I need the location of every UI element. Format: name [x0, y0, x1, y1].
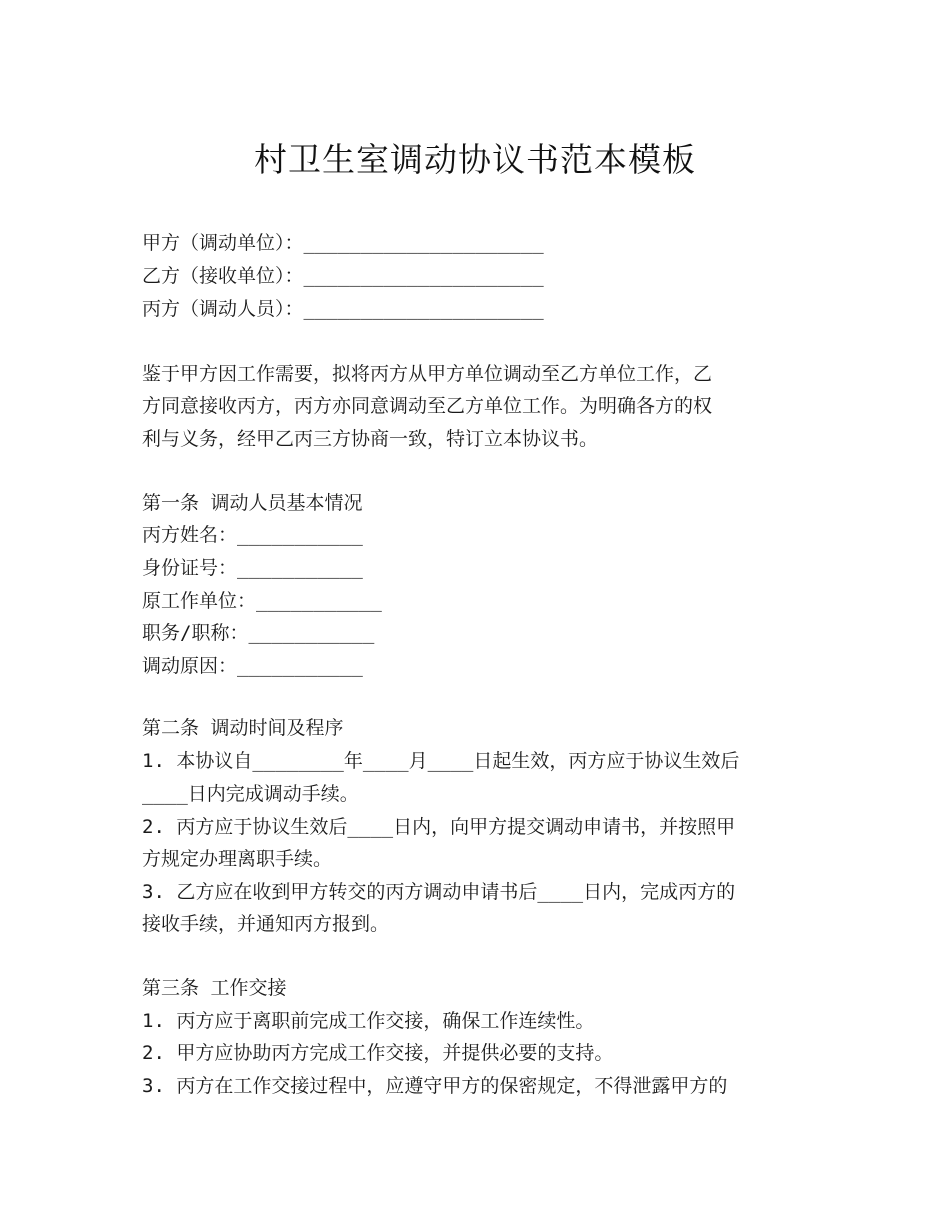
article2-line: 方规定办理离职手续。 [142, 848, 333, 870]
article3-line: 1. 丙方应于离职前完成工作交接，确保工作连续性。 [142, 1010, 595, 1032]
article1-line: 丙方姓名：___________ [142, 524, 363, 546]
article3-line: 3. 丙方在工作交接过程中，应遵守甲方的保密规定，不得泄露甲方的 [142, 1075, 728, 1097]
article1-line: 原工作单位：___________ [142, 590, 382, 612]
article1-heading: 第一条 调动人员基本情况 [142, 492, 363, 514]
article2-line: 接收手续，并通知丙方报到。 [142, 913, 390, 935]
article2-line: 2. 丙方应于协议生效后____日内，向甲方提交调动申请书，并按照甲 [142, 816, 736, 838]
article2-line: ____日内完成调动手续。 [142, 783, 359, 805]
preamble-line: 方同意接收丙方，丙方亦同意调动至乙方单位工作。为明确各方的权 [142, 395, 713, 417]
article2-heading: 第二条 调动时间及程序 [142, 717, 344, 739]
article3-heading: 第三条 工作交接 [142, 977, 287, 999]
article2-line: 1. 本协议自________年____月____日起生效，丙方应于协议生效后 [142, 750, 740, 772]
article1-line: 职务/职称：___________ [142, 622, 375, 644]
preamble-line: 利与义务，经甲乙丙三方协商一致，特订立本协议书。 [142, 428, 599, 450]
document-title: 村卫生室调动协议书范本模板 [254, 140, 696, 179]
article1-line: 调动原因：___________ [142, 655, 363, 677]
article3-line: 2. 甲方应协助丙方完成工作交接，并提供必要的支持。 [142, 1042, 614, 1064]
party-b-line: 乙方（接收单位）：_____________________ [142, 265, 544, 287]
preamble-line: 鉴于甲方因工作需要，拟将丙方从甲方单位调动至乙方单位工作，乙 [142, 363, 713, 385]
party-c-line: 丙方（调动人员）：_____________________ [142, 298, 544, 320]
article1-line: 身份证号：___________ [142, 557, 363, 579]
party-a-line: 甲方（调动单位）：_____________________ [142, 232, 544, 254]
article2-line: 3. 乙方应在收到甲方转交的丙方调动申请书后____日内，完成丙方的 [142, 881, 736, 903]
